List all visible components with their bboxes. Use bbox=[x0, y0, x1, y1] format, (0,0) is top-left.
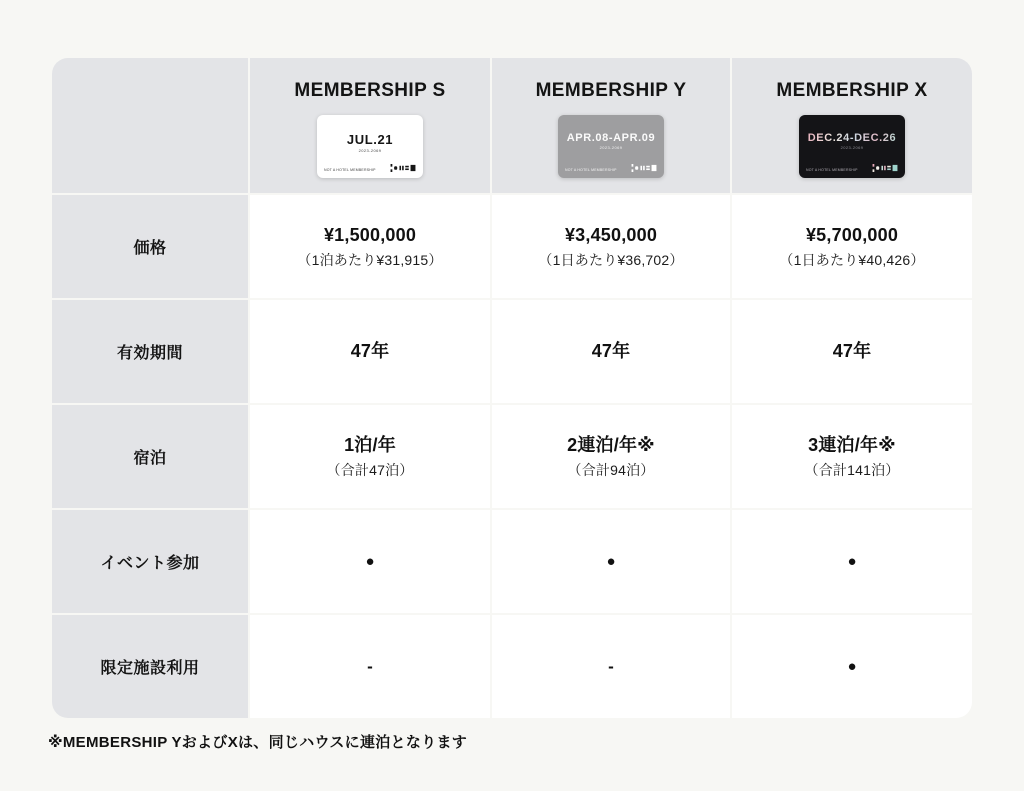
notahotel-pixel-logo-icon bbox=[390, 164, 416, 172]
cell-main: 47年 bbox=[832, 341, 872, 362]
card-years: 2023-2069 bbox=[358, 148, 382, 153]
card-brand-text: NOT A HOTEL MEMBERSHIP bbox=[806, 168, 858, 172]
cell-events-y bbox=[492, 510, 730, 613]
card-years: 2023-2069 bbox=[840, 145, 864, 150]
cell-main: ¥5,700,000 bbox=[805, 225, 899, 246]
cell-main: 47年 bbox=[350, 341, 390, 362]
cell-stays-y bbox=[492, 405, 730, 508]
cell-main: 1泊/年 bbox=[344, 435, 396, 456]
cell-sub: （合計47泊） bbox=[326, 461, 414, 478]
cell-main: ¥1,500,000 bbox=[323, 225, 417, 246]
cell-main: 2連泊/年※ bbox=[567, 435, 655, 456]
plan-title: MEMBERSHIP Y bbox=[535, 80, 687, 101]
row-label-events: イベント参加 bbox=[52, 510, 248, 613]
included-dot: ● bbox=[847, 658, 857, 675]
cell-validity-y bbox=[492, 300, 730, 403]
included-dot: ● bbox=[847, 553, 857, 570]
column-header-membership-x bbox=[732, 58, 972, 193]
cell-sub: （1泊あたり¥31,915） bbox=[297, 251, 443, 268]
footnote-text: ※MEMBERSHIP YおよびXは、同じハウスに連泊となります bbox=[48, 734, 468, 751]
card-footer bbox=[565, 164, 657, 172]
cell-price-y bbox=[492, 195, 730, 298]
included-dot: ● bbox=[365, 553, 375, 570]
card-brand-text: NOT A HOTEL MEMBERSHIP bbox=[324, 168, 376, 172]
card-years: 2023-2069 bbox=[599, 145, 623, 150]
cell-facilities-s bbox=[250, 615, 490, 718]
card-date: JUL.21 bbox=[346, 132, 394, 147]
cell-sub: （合計141泊） bbox=[804, 461, 900, 478]
card-footer bbox=[806, 164, 898, 172]
row-label-facilities: 限定施設利用 bbox=[52, 615, 248, 718]
cell-main: 47年 bbox=[591, 341, 631, 362]
cell-main: 3連泊/年※ bbox=[808, 435, 896, 456]
row-label-price: 価格 bbox=[52, 195, 248, 298]
cell-validity-x bbox=[732, 300, 972, 403]
not-included-dash: - bbox=[367, 656, 373, 676]
notahotel-pixel-logo-icon bbox=[872, 164, 898, 172]
column-header-membership-s bbox=[250, 58, 490, 193]
plan-title: MEMBERSHIP S bbox=[294, 80, 446, 101]
membership-card-x bbox=[799, 115, 905, 178]
membership-card-y bbox=[558, 115, 664, 178]
card-date: APR.08-APR.09 bbox=[566, 132, 656, 144]
cell-sub: （1日あたり¥36,702） bbox=[538, 251, 684, 268]
cell-main: ¥3,450,000 bbox=[564, 225, 658, 246]
cell-facilities-y bbox=[492, 615, 730, 718]
notahotel-pixel-logo-icon bbox=[631, 164, 657, 172]
row-label-stays: 宿泊 bbox=[52, 405, 248, 508]
table-corner-cell bbox=[52, 58, 248, 193]
card-brand-text: NOT A HOTEL MEMBERSHIP bbox=[565, 168, 617, 172]
cell-stays-x bbox=[732, 405, 972, 508]
not-included-dash: - bbox=[608, 656, 614, 676]
cell-facilities-x bbox=[732, 615, 972, 718]
card-footer bbox=[324, 164, 416, 172]
cell-price-x bbox=[732, 195, 972, 298]
cell-events-s bbox=[250, 510, 490, 613]
cell-stays-s bbox=[250, 405, 490, 508]
cell-sub: （1日あたり¥40,426） bbox=[779, 251, 925, 268]
membership-comparison-table bbox=[52, 58, 972, 718]
included-dot: ● bbox=[606, 553, 616, 570]
row-label-validity: 有効期間 bbox=[52, 300, 248, 403]
cell-events-x bbox=[732, 510, 972, 613]
plan-title: MEMBERSHIP X bbox=[776, 80, 928, 101]
cell-validity-s bbox=[250, 300, 490, 403]
card-date: DEC.24-DEC.26 bbox=[807, 132, 897, 144]
cell-sub: （合計94泊） bbox=[567, 461, 655, 478]
cell-price-s bbox=[250, 195, 490, 298]
membership-card-s bbox=[317, 115, 423, 178]
column-header-membership-y bbox=[492, 58, 730, 193]
